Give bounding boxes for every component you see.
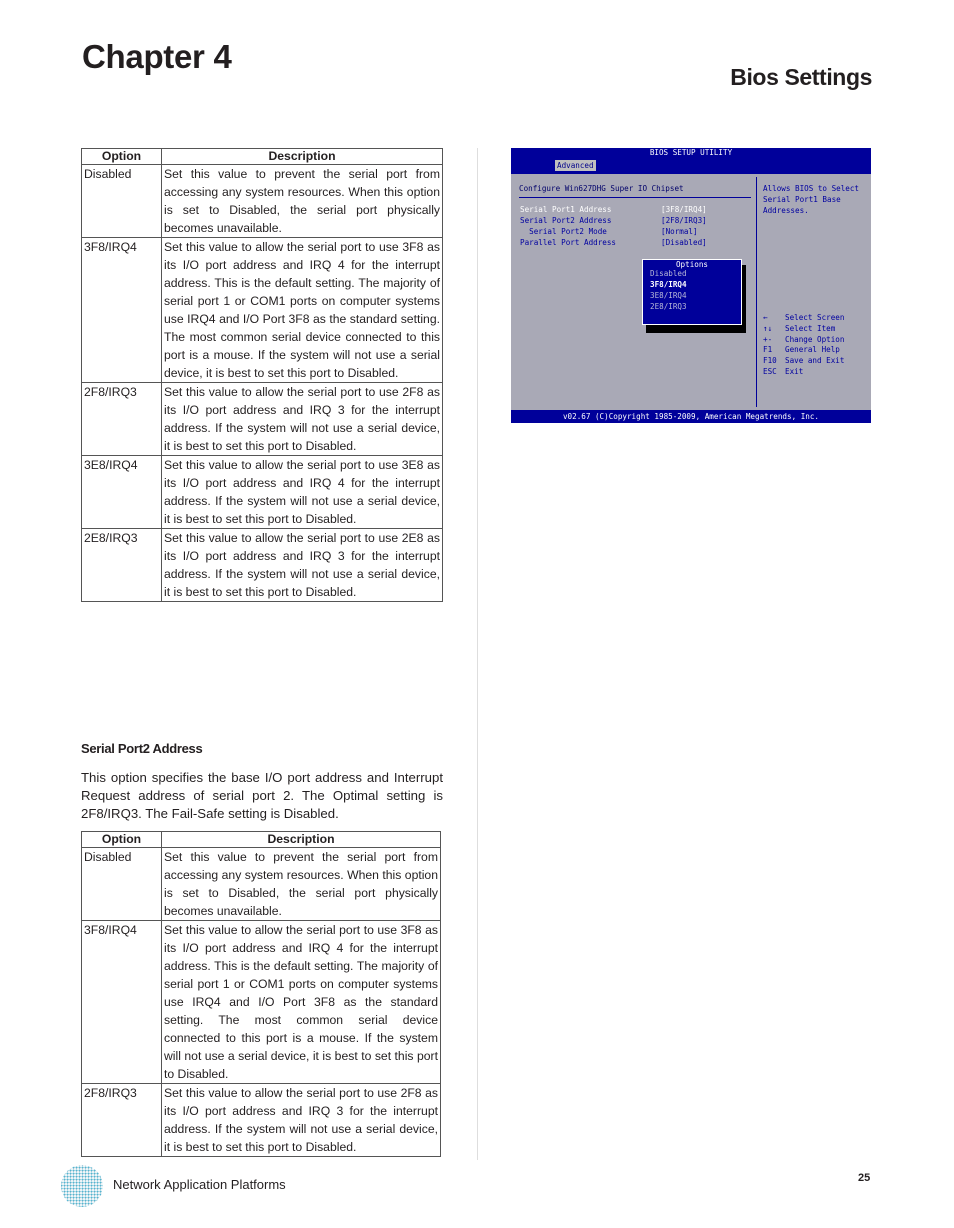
description-cell: Set this value to allow the serial port to use 3F8 as its I/O port address and IRQ 4 for the interrupt address. This is the default setting. The majority of serial port 1 or COM1 ports on computer systems use IRQ4 and I/O Port 3F8 as the standard setting. The most common serial device connected to this port is a mouse. If the system will not use a serial device, it is best to set this port to Disabled. — [162, 921, 441, 1084]
footer-brand-text: Network Application Platforms — [113, 1177, 286, 1192]
bios-copyright-bar: v02.67 (C)Copyright 1985-2009, American Megatrends, Inc. — [511, 410, 871, 423]
option-cell: 3E8/IRQ4 — [82, 456, 162, 529]
key-action: General Help — [785, 345, 840, 355]
table-header-row — [82, 149, 443, 165]
table-row — [82, 1084, 441, 1157]
description-cell: Set this value to allow the serial port to use 3F8 as its I/O port address and IRQ 4 for the interrupt address. This is the default setting. The majority of serial port 1 or COM1 ports on computer systems use IRQ4 and I/O Port 3F8 as the standard setting. The most common serial device connected to this port is a mouse. If the system will not use a serial device, it is best to set this port to Disabled. — [162, 238, 443, 383]
bios-setting-serial-port2-mode[interactable] — [520, 226, 750, 237]
serial-port1-options-table — [81, 148, 443, 602]
serial-port2-heading: Serial Port2 Address — [81, 741, 203, 756]
table-row — [82, 238, 443, 383]
bios-help-text: Allows BIOS to Select Serial Port1 Base Addresses. — [763, 184, 860, 215]
key-action: Save and Exit — [785, 356, 845, 366]
key-label: ↑↓ — [763, 323, 773, 333]
bios-popup-option[interactable]: Disabled — [650, 269, 687, 278]
bios-setting-value: [Normal] — [661, 227, 698, 236]
option-cell: 3F8/IRQ4 — [82, 921, 162, 1084]
page-number: 25 — [858, 1172, 871, 1184]
option-cell: Disabled — [82, 848, 162, 921]
key-legend-item — [763, 335, 869, 346]
option-column-header: Option — [82, 149, 162, 165]
bios-setting-label: Serial Port2 Mode — [520, 227, 607, 236]
key-action: Select Screen — [785, 313, 845, 322]
description-cell: Set this value to allow the serial port to use 3E8 as its I/O port address and IRQ 4 for the interrupt address. If the system will not use a serial device, it is best to set this port to Disabled. — [162, 456, 443, 529]
serial-port2-options-table — [81, 831, 441, 1157]
description-cell: Set this value to allow the serial port to use 2E8 as its I/O port address and IRQ 3 for the interrupt address. If the system will not use a serial device, it is best to set this port to Disabled. — [162, 529, 443, 602]
key-action: Change Option — [785, 334, 845, 344]
description-column-header: Description — [162, 832, 441, 848]
section-title: Bios Settings — [730, 64, 872, 90]
bios-setting-value: [Disabled] — [661, 238, 707, 247]
bios-title-bar: BIOS SETUP UTILITY — [511, 148, 871, 158]
table-row — [82, 848, 441, 921]
description-cell: Set this value to prevent the serial port from accessing any system resources. When this option is set to Disabled, the serial port physically becomes unavailable. — [162, 848, 441, 921]
bios-popup-option[interactable]: 3E8/IRQ4 — [650, 291, 687, 300]
table-row — [82, 456, 443, 529]
bios-setting-label: Serial Port2 Address — [520, 216, 612, 225]
option-column-header: Option — [82, 832, 162, 848]
company-logo-icon — [60, 1163, 104, 1209]
description-column-header: Description — [162, 149, 443, 165]
chapter-title: Chapter 4 — [82, 38, 232, 75]
table-header-row — [82, 832, 441, 848]
bios-tab-advanced[interactable]: Advanced — [557, 161, 594, 170]
bios-popup-title: Options — [675, 260, 708, 269]
option-cell: 3F8/IRQ4 — [82, 238, 162, 383]
key-action: Exit — [785, 366, 804, 376]
table-row — [82, 165, 443, 238]
bios-popup-option-selected[interactable]: 3F8/IRQ4 — [650, 280, 687, 289]
bios-panel-heading: Configure Win627DHG Super IO Chipset — [519, 184, 684, 193]
bios-setting-serial-port2[interactable] — [520, 215, 750, 226]
key-label: F1 — [763, 345, 773, 355]
option-cell: 2E8/IRQ3 — [82, 529, 162, 602]
table-row — [82, 529, 443, 602]
bios-help-panel — [757, 177, 869, 407]
column-divider — [477, 148, 478, 1160]
description-cell: Set this value to allow the serial port to use 2F8 as its I/O port address and IRQ 3 for the interrupt address. If the system will not use a serial device, it is best to set this port to Disabled. — [162, 383, 443, 456]
table-row — [82, 921, 441, 1084]
key-legend-item — [763, 356, 869, 367]
bios-setting-label: Parallel Port Address — [520, 238, 617, 247]
option-cell: 2F8/IRQ3 — [82, 1084, 162, 1157]
key-action: Select Item — [785, 323, 836, 333]
key-legend-item — [763, 313, 869, 324]
bios-popup-option[interactable]: 2E8/IRQ3 — [650, 302, 687, 311]
bios-options-popup — [642, 259, 742, 325]
key-label: ESC — [763, 366, 777, 376]
option-cell: 2F8/IRQ3 — [82, 383, 162, 456]
key-label: +- — [763, 334, 773, 344]
option-cell: Disabled — [82, 165, 162, 238]
description-cell: Set this value to prevent the serial port from accessing any system resources. When this option is set to Disabled, the serial port physically becomes unavailable. — [162, 165, 443, 238]
table-row — [82, 383, 443, 456]
bios-setting-value: [3F8/IRQ4] — [661, 205, 707, 214]
key-label: F10 — [763, 356, 777, 366]
description-cell: Set this value to allow the serial port to use 2F8 as its I/O port address and IRQ 3 for the interrupt address. If the system will not use a serial device, it is best to set this port to Disabled. — [162, 1084, 441, 1157]
key-legend-item — [763, 324, 869, 335]
bios-setting-value: [2F8/IRQ3] — [661, 216, 707, 225]
bios-divider — [519, 197, 751, 198]
bios-setting-serial-port1[interactable] — [520, 204, 750, 215]
bios-screenshot — [511, 148, 871, 423]
key-legend-item — [763, 367, 869, 378]
key-label: ← — [763, 313, 768, 322]
bios-setting-parallel-port[interactable] — [520, 237, 750, 248]
bios-setting-label: Serial Port1 Address — [520, 205, 612, 214]
serial-port2-paragraph: This option specifies the base I/O port address and Interrupt Request address of serial port 2. The Optimal setting is 2F8/IRQ3. The Fail-Safe setting is Disabled. — [81, 770, 443, 821]
key-legend-item — [763, 345, 869, 356]
bios-key-legend — [763, 313, 869, 378]
